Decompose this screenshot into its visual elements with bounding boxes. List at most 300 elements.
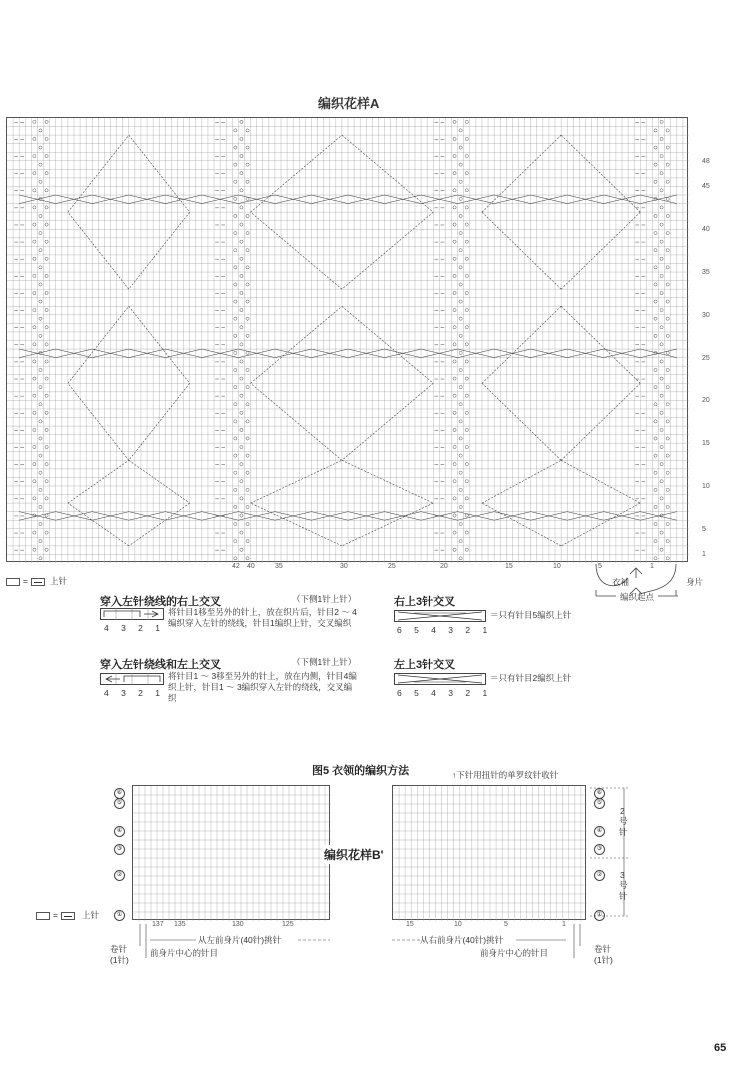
twist-stitch-mark xyxy=(465,137,468,140)
cable-diagonal xyxy=(68,212,129,289)
twist-stitch-mark xyxy=(39,317,42,320)
twist-stitch-mark xyxy=(465,309,468,312)
twist-stitch-mark xyxy=(660,274,663,277)
twist-stitch-mark xyxy=(453,223,456,226)
twist-stitch-mark xyxy=(39,146,42,149)
twist-stitch-mark xyxy=(45,291,48,294)
twist-stitch-mark xyxy=(465,360,468,363)
twist-stitch-mark xyxy=(240,274,243,277)
symbol-3-title: 右上3针交叉 xyxy=(394,596,456,608)
symbol-4-nums: 6 5 4 3 2 1 xyxy=(397,688,493,698)
twist-stitch-mark xyxy=(240,137,243,140)
twist-stitch-mark xyxy=(234,180,237,183)
twist-stitch-mark xyxy=(459,266,462,269)
cable-diagonal xyxy=(561,306,640,383)
twist-stitch-mark xyxy=(654,437,657,440)
cable-diagonal xyxy=(68,460,129,503)
twist-stitch-mark xyxy=(234,146,237,149)
fig5-col-label: 15 xyxy=(406,921,414,928)
twist-stitch-mark xyxy=(234,266,237,269)
twist-stitch-mark xyxy=(660,548,663,551)
cable-diagonal xyxy=(129,212,190,289)
twist-stitch-mark xyxy=(459,214,462,217)
twist-stitch-mark xyxy=(459,163,462,166)
twist-stitch-mark xyxy=(465,428,468,431)
twist-stitch-mark xyxy=(666,197,669,200)
twist-stitch-mark xyxy=(660,120,663,123)
cable-diagonal xyxy=(482,212,561,289)
twist-stitch-mark xyxy=(234,232,237,235)
twist-stitch-mark xyxy=(45,257,48,260)
twist-stitch-mark xyxy=(660,257,663,260)
twist-stitch-mark xyxy=(654,454,657,457)
twist-stitch-mark xyxy=(666,488,669,491)
twist-stitch-mark xyxy=(459,232,462,235)
cable-diagonal xyxy=(251,460,342,503)
twist-stitch-mark xyxy=(246,249,249,252)
symbol-2-note: （下侧1针上针） xyxy=(292,657,357,667)
twist-stitch-mark xyxy=(666,403,669,406)
fig5-title: 图5 衣领的编织方法 xyxy=(312,765,410,777)
twist-stitch-mark xyxy=(465,548,468,551)
twist-stitch-mark xyxy=(39,129,42,132)
twist-stitch-mark xyxy=(246,180,249,183)
twist-stitch-mark xyxy=(453,548,456,551)
twist-stitch-mark xyxy=(33,480,36,483)
twist-stitch-mark xyxy=(234,368,237,371)
legend2-text: 上针 xyxy=(82,910,100,920)
row-label: 1 xyxy=(702,551,706,559)
twist-stitch-mark xyxy=(45,394,48,397)
page-number: 65 xyxy=(714,1042,727,1054)
twist-stitch-mark xyxy=(459,403,462,406)
step-marker: ③ xyxy=(594,844,605,855)
cable-diagonal xyxy=(482,306,561,383)
twist-stitch-mark xyxy=(234,488,237,491)
twist-stitch-mark xyxy=(246,334,249,337)
twist-stitch-mark xyxy=(246,420,249,423)
fig5-left-center: 前身片中心的针目 xyxy=(150,948,219,958)
col-label: 42 xyxy=(232,563,240,570)
twist-stitch-mark xyxy=(666,334,669,337)
cable-diagonal xyxy=(342,383,433,460)
twist-stitch-mark xyxy=(465,120,468,123)
twist-stitch-mark xyxy=(465,257,468,260)
twist-stitch-mark xyxy=(246,351,249,354)
twist-stitch-mark xyxy=(240,240,243,243)
twist-stitch-mark xyxy=(654,232,657,235)
step-marker: ④ xyxy=(594,826,605,837)
twist-stitch-mark xyxy=(660,172,663,175)
fig5-center-label: 编织花样B' xyxy=(322,845,386,864)
twist-stitch-mark xyxy=(660,291,663,294)
twist-stitch-mark xyxy=(666,351,669,354)
twist-stitch-mark xyxy=(45,223,48,226)
step-marker: ② xyxy=(594,870,605,881)
twist-stitch-mark xyxy=(666,454,669,457)
twist-stitch-mark xyxy=(33,343,36,346)
twist-stitch-mark xyxy=(45,154,48,157)
twist-stitch-mark xyxy=(465,240,468,243)
twist-stitch-mark xyxy=(666,163,669,166)
cable-diagonal xyxy=(342,212,433,289)
twist-stitch-mark xyxy=(660,531,663,534)
step-marker: ① xyxy=(594,910,605,921)
fig5-col-label: 137 xyxy=(152,921,164,928)
twist-stitch-mark xyxy=(234,386,237,389)
twist-stitch-mark xyxy=(453,445,456,448)
twist-stitch-mark xyxy=(246,522,249,525)
twist-stitch-mark xyxy=(33,428,36,431)
twist-stitch-mark xyxy=(465,172,468,175)
twist-stitch-mark xyxy=(234,283,237,286)
twist-stitch-mark xyxy=(246,488,249,491)
twist-stitch-mark xyxy=(33,445,36,448)
twist-stitch-mark xyxy=(45,428,48,431)
twist-stitch-mark xyxy=(465,445,468,448)
step-marker: ② xyxy=(114,870,125,881)
twist-stitch-mark xyxy=(465,463,468,466)
twist-stitch-mark xyxy=(33,360,36,363)
twist-stitch-mark xyxy=(459,300,462,303)
fig5-col-label: 1 xyxy=(562,921,566,928)
twist-stitch-mark xyxy=(234,129,237,132)
cable-diagonal xyxy=(561,460,640,503)
cable-diagonal xyxy=(561,212,640,289)
cable-diagonal xyxy=(342,460,433,503)
twist-stitch-mark xyxy=(240,172,243,175)
twist-stitch-mark xyxy=(459,471,462,474)
twist-stitch-mark xyxy=(666,214,669,217)
symbol-3-desc: ＝只有针目5编织上针 xyxy=(490,610,572,620)
twist-stitch-mark xyxy=(654,540,657,543)
twist-stitch-mark xyxy=(465,154,468,157)
twist-stitch-mark xyxy=(39,180,42,183)
chart-a-title: 编织花样A xyxy=(318,96,380,111)
twist-stitch-mark xyxy=(660,428,663,431)
twist-stitch-mark xyxy=(234,403,237,406)
step-marker: ⑥ xyxy=(594,788,605,799)
twist-stitch-mark xyxy=(459,334,462,337)
cable-diagonal xyxy=(251,503,342,546)
twist-stitch-mark xyxy=(465,531,468,534)
twist-stitch-mark xyxy=(240,480,243,483)
twist-stitch-mark xyxy=(465,394,468,397)
twist-stitch-mark xyxy=(660,326,663,329)
twist-stitch-mark xyxy=(234,351,237,354)
twist-stitch-mark xyxy=(453,463,456,466)
twist-stitch-mark xyxy=(246,540,249,543)
cable-diagonal xyxy=(251,135,342,212)
step-marker: ⑤ xyxy=(114,798,125,809)
twist-stitch-mark xyxy=(240,428,243,431)
twist-stitch-mark xyxy=(654,249,657,252)
symbol-2-icon xyxy=(100,673,164,685)
twist-stitch-mark xyxy=(666,249,669,252)
twist-stitch-mark xyxy=(39,249,42,252)
twist-stitch-mark xyxy=(459,522,462,525)
row-label: 35 xyxy=(702,269,710,277)
twist-stitch-mark xyxy=(33,411,36,414)
twist-stitch-mark xyxy=(660,240,663,243)
sleeve-label: 衣袖 xyxy=(612,577,630,587)
twist-stitch-mark xyxy=(240,326,243,329)
cable-diagonal xyxy=(129,306,190,383)
twist-stitch-mark xyxy=(246,368,249,371)
twist-stitch-mark xyxy=(33,257,36,260)
twist-stitch-mark xyxy=(240,548,243,551)
twist-stitch-mark xyxy=(33,120,36,123)
fig5-right-top-unit: 号针 xyxy=(619,816,628,837)
legend-blank-box xyxy=(6,578,20,586)
legend2-equals: = xyxy=(53,910,58,920)
twist-stitch-mark xyxy=(246,403,249,406)
twist-stitch-mark xyxy=(660,206,663,209)
twist-stitch-mark xyxy=(246,146,249,149)
twist-stitch-mark xyxy=(45,463,48,466)
cable-diagonal xyxy=(342,306,433,383)
col-label: 20 xyxy=(440,563,448,570)
symbol-4-title: 左上3针交叉 xyxy=(394,659,456,671)
row-label: 10 xyxy=(702,482,710,490)
twist-stitch-mark xyxy=(246,197,249,200)
twist-stitch-mark xyxy=(465,514,468,517)
twist-stitch-mark xyxy=(45,377,48,380)
twist-stitch-mark xyxy=(654,266,657,269)
step-marker: ④ xyxy=(114,826,125,837)
twist-stitch-mark xyxy=(45,206,48,209)
legend-equals: = xyxy=(23,576,28,586)
cable-diagonal xyxy=(68,383,129,460)
cable-diagonal xyxy=(129,383,190,460)
cable-diagonal xyxy=(129,503,190,546)
cable-diagonal xyxy=(129,135,190,212)
start-label: 编织起点 xyxy=(620,592,655,602)
fig5-right-cast: 卷针 xyxy=(594,944,612,954)
fig5-right-center: 前身片中心的针目 xyxy=(480,948,549,958)
twist-stitch-mark xyxy=(45,240,48,243)
twist-stitch-mark xyxy=(453,291,456,294)
twist-stitch-mark xyxy=(33,154,36,157)
step-marker: ⑥ xyxy=(114,788,125,799)
symbol-2-title: 穿入左针绕线和左上交叉 xyxy=(100,659,221,671)
fig5-right-bottom-unit: 号针 xyxy=(619,880,628,901)
twist-stitch-mark xyxy=(660,463,663,466)
twist-stitch-mark xyxy=(240,360,243,363)
twist-stitch-mark xyxy=(654,488,657,491)
col-label: 40 xyxy=(247,563,255,570)
twist-stitch-mark xyxy=(240,120,243,123)
symbol-4-desc: ＝只有针目2编织上针 xyxy=(490,673,572,683)
twist-stitch-mark xyxy=(39,283,42,286)
fig5-left-grid-lines xyxy=(133,786,331,921)
twist-stitch-mark xyxy=(666,283,669,286)
row-label: 30 xyxy=(702,311,710,319)
step-marker: ⑤ xyxy=(594,798,605,809)
cable-diagonal xyxy=(342,503,433,546)
twist-stitch-mark xyxy=(666,232,669,235)
twist-stitch-mark xyxy=(246,266,249,269)
fig5-col-label: 10 xyxy=(454,921,462,928)
twist-stitch-mark xyxy=(459,146,462,149)
twist-stitch-mark xyxy=(33,548,36,551)
twist-stitch-mark xyxy=(45,274,48,277)
twist-stitch-mark xyxy=(666,386,669,389)
twist-stitch-mark xyxy=(666,471,669,474)
twist-stitch-mark xyxy=(246,300,249,303)
twist-stitch-mark xyxy=(459,454,462,457)
twist-stitch-mark xyxy=(465,274,468,277)
chart-a-symbols xyxy=(7,118,689,563)
twist-stitch-mark xyxy=(246,232,249,235)
fig5-top-note-text: 下针用扭针的单罗纹针收针 xyxy=(456,770,559,780)
twist-stitch-mark xyxy=(660,497,663,500)
twist-stitch-mark xyxy=(654,420,657,423)
cable-diagonal xyxy=(68,135,129,212)
twist-stitch-mark xyxy=(654,163,657,166)
row-label: 40 xyxy=(702,226,710,234)
fig5-right-pick: 从右前身片(40针)挑针 xyxy=(420,935,504,945)
cable-diagonal xyxy=(68,503,129,546)
twist-stitch-mark xyxy=(45,514,48,517)
twist-stitch-mark xyxy=(459,420,462,423)
twist-stitch-mark xyxy=(666,129,669,132)
cable-diagonal xyxy=(251,306,342,383)
twist-stitch-mark xyxy=(246,471,249,474)
twist-stitch-mark xyxy=(39,163,42,166)
twist-stitch-mark xyxy=(654,334,657,337)
twist-stitch-mark xyxy=(459,368,462,371)
twist-stitch-mark xyxy=(45,343,48,346)
twist-stitch-mark xyxy=(666,540,669,543)
twist-stitch-mark xyxy=(234,471,237,474)
twist-stitch-mark xyxy=(666,368,669,371)
cable-diagonal xyxy=(482,383,561,460)
twist-stitch-mark xyxy=(465,377,468,380)
twist-stitch-mark xyxy=(240,463,243,466)
fig5-right-top-num: 2 xyxy=(620,806,625,816)
twist-stitch-mark xyxy=(45,137,48,140)
twist-stitch-mark xyxy=(240,343,243,346)
twist-stitch-mark xyxy=(33,189,36,192)
twist-stitch-mark xyxy=(234,522,237,525)
twist-stitch-mark xyxy=(39,386,42,389)
twist-stitch-mark xyxy=(33,497,36,500)
twist-stitch-mark xyxy=(453,480,456,483)
twist-stitch-mark xyxy=(453,309,456,312)
twist-stitch-mark xyxy=(240,514,243,517)
twist-stitch-mark xyxy=(33,463,36,466)
twist-stitch-mark xyxy=(453,137,456,140)
twist-stitch-mark xyxy=(39,403,42,406)
twist-stitch-mark xyxy=(660,394,663,397)
twist-stitch-mark xyxy=(246,454,249,457)
col-label: 10 xyxy=(553,563,561,570)
twist-stitch-mark xyxy=(246,129,249,132)
twist-stitch-mark xyxy=(465,411,468,414)
twist-stitch-mark xyxy=(33,531,36,534)
twist-stitch-mark xyxy=(234,197,237,200)
twist-stitch-mark xyxy=(240,189,243,192)
row-label: 45 xyxy=(702,183,710,191)
twist-stitch-mark xyxy=(453,154,456,157)
cable-diagonal xyxy=(342,135,433,212)
twist-stitch-mark xyxy=(459,317,462,320)
cable-diagonal xyxy=(561,503,640,546)
twist-stitch-mark xyxy=(654,214,657,217)
twist-stitch-mark xyxy=(246,163,249,166)
symbol-1-icon xyxy=(100,608,164,620)
col-label: 5 xyxy=(598,563,602,570)
symbol-3-icon xyxy=(394,610,486,622)
cable-diagonal xyxy=(482,503,561,546)
twist-stitch-mark xyxy=(246,214,249,217)
twist-stitch-mark xyxy=(240,377,243,380)
twist-stitch-mark xyxy=(465,223,468,226)
legend-text: 上针 xyxy=(50,576,68,586)
fig5-right-cast-count: (1针) xyxy=(594,955,613,965)
twist-stitch-mark xyxy=(234,437,237,440)
symbol-1-note: （下侧1针上针） xyxy=(292,594,357,604)
twist-stitch-mark xyxy=(33,223,36,226)
fig5-top-note: ↑下针用扭针的单罗纹针收针 xyxy=(452,770,559,780)
twist-stitch-mark xyxy=(39,420,42,423)
twist-stitch-mark xyxy=(465,189,468,192)
twist-stitch-mark xyxy=(465,291,468,294)
twist-stitch-mark xyxy=(234,420,237,423)
twist-stitch-mark xyxy=(33,309,36,312)
twist-stitch-mark xyxy=(39,232,42,235)
col-label: 25 xyxy=(388,563,396,570)
cable-diagonal xyxy=(129,460,190,503)
twist-stitch-mark xyxy=(33,172,36,175)
twist-stitch-mark xyxy=(33,240,36,243)
legend-purl-box xyxy=(31,578,45,586)
twist-stitch-mark xyxy=(39,522,42,525)
twist-stitch-mark xyxy=(234,317,237,320)
twist-stitch-mark xyxy=(459,249,462,252)
twist-stitch-mark xyxy=(654,283,657,286)
col-label: 35 xyxy=(275,563,283,570)
twist-stitch-mark xyxy=(459,180,462,183)
cable-diagonal xyxy=(482,135,561,212)
twist-stitch-mark xyxy=(654,403,657,406)
twist-stitch-mark xyxy=(465,343,468,346)
twist-stitch-mark xyxy=(654,146,657,149)
twist-stitch-mark xyxy=(45,120,48,123)
twist-stitch-mark xyxy=(240,257,243,260)
twist-stitch-mark xyxy=(45,326,48,329)
twist-stitch-mark xyxy=(240,223,243,226)
twist-stitch-mark xyxy=(453,360,456,363)
row-label: 15 xyxy=(702,440,710,448)
twist-stitch-mark xyxy=(33,274,36,277)
symbol-2-desc: 将针目1 ～ 3移至另外的针上，放在内侧，针目4编织上针，针目1 ～ 3编织穿入左针的绕线，交叉编织 xyxy=(168,671,357,703)
twist-stitch-mark xyxy=(45,360,48,363)
col-label: 30 xyxy=(340,563,348,570)
twist-stitch-mark xyxy=(666,437,669,440)
twist-stitch-mark xyxy=(453,257,456,260)
twist-stitch-mark xyxy=(234,334,237,337)
fig5-col-label: 5 xyxy=(504,921,508,928)
twist-stitch-mark xyxy=(666,420,669,423)
twist-stitch-mark xyxy=(654,522,657,525)
fig5-right-grid-lines xyxy=(393,786,587,921)
symbol-2-nums: 4 3 2 1 xyxy=(104,688,165,698)
twist-stitch-mark xyxy=(33,377,36,380)
twist-stitch-mark xyxy=(654,505,657,508)
cable-diagonal xyxy=(68,306,129,383)
